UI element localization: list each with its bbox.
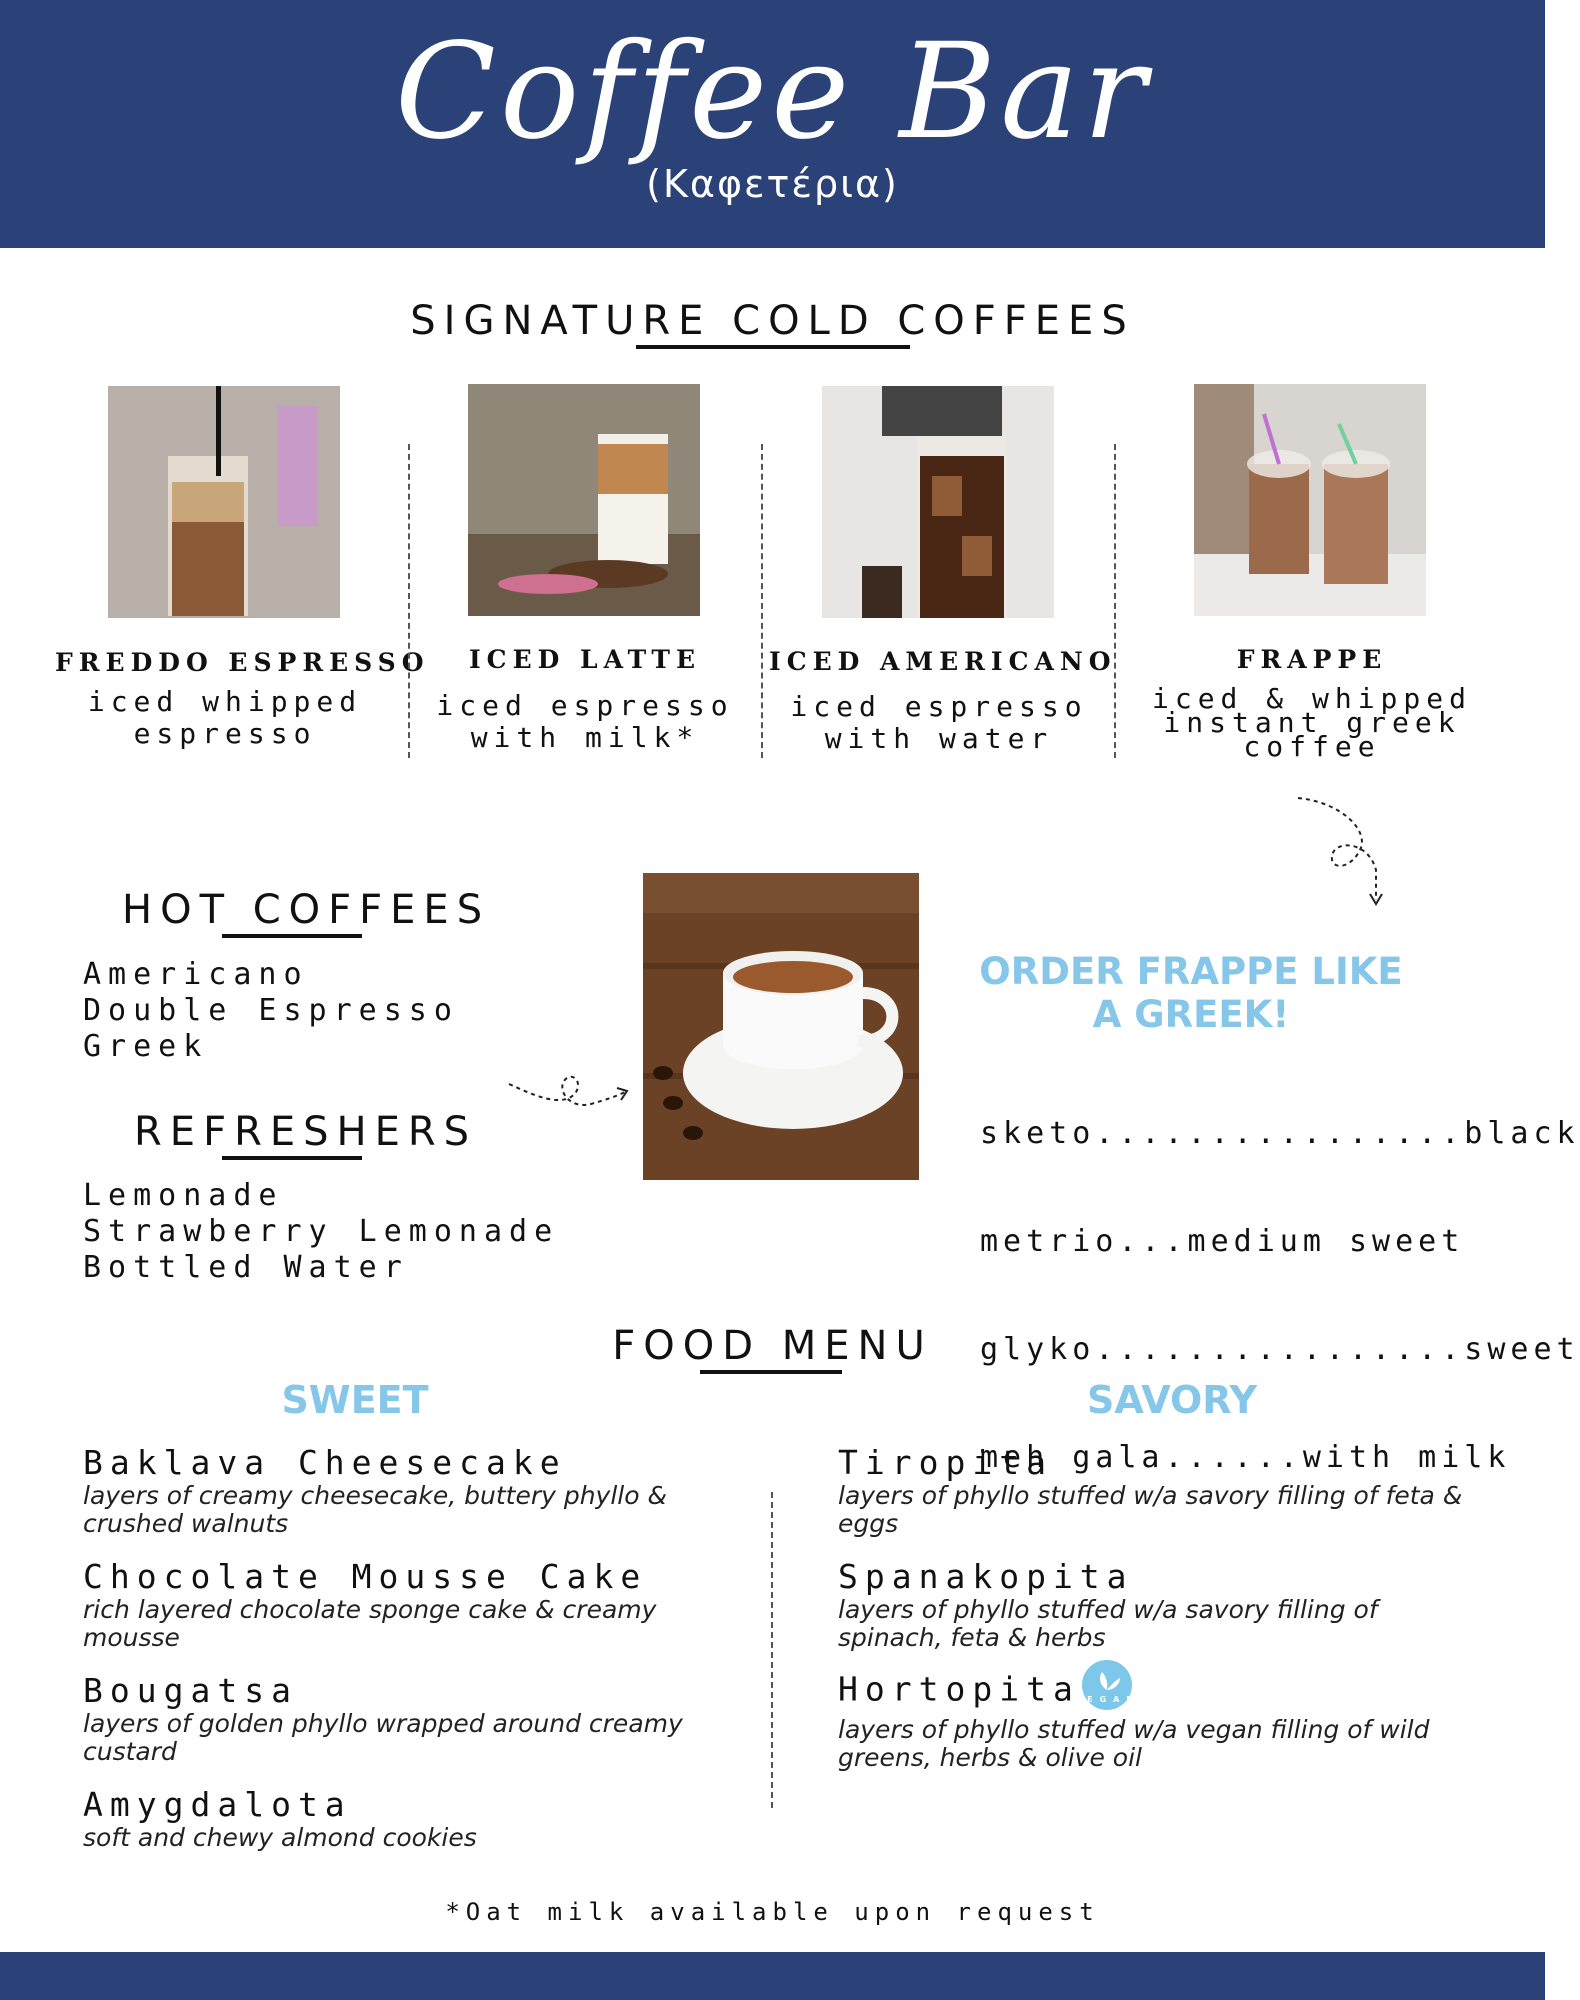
frappe-order-list [980, 1044, 1580, 1512]
food-name: Amygdalota [83, 1785, 352, 1824]
food-divider [771, 1492, 773, 1808]
food-desc: layers of creamy cheesecake, buttery phyllo & crushed walnuts [83, 1481, 667, 1538]
food-name: Spanakopita [838, 1557, 1134, 1596]
drink-desc-frappe: iced & whipped instant greek coffee [1151, 682, 1472, 763]
drink-desc-iced-latte: iced espresso with milk* [436, 689, 734, 754]
list-item: Bottled Water [83, 1250, 409, 1285]
food-name: Tiropita [838, 1443, 1053, 1482]
page-subtitle: (Καφετέρια) [646, 162, 899, 206]
vegan-badge-label: VEGAN [1073, 1695, 1140, 1704]
list-item: sketo................black [980, 1116, 1580, 1151]
drink-name-iced-americano: ICED AMERICANO [769, 647, 1117, 676]
header-banner [0, 0, 1545, 248]
drink-desc-freddo: iced whipped espresso [87, 685, 363, 750]
divider-2 [761, 444, 763, 758]
food-item-tiropita [838, 1444, 1518, 1538]
savory-heading: SAVORY [1087, 1378, 1257, 1422]
iced-americano-photo [822, 386, 1054, 618]
food-menu-underline [700, 1370, 842, 1374]
footer-banner [0, 1952, 1545, 2000]
list-item: metrio...medium sweet [980, 1224, 1465, 1259]
divider-3 [1114, 444, 1116, 758]
list-item: Greek [83, 1029, 209, 1064]
espresso-cup-photo [643, 873, 919, 1180]
drink-desc-iced-americano: iced espresso with water [790, 690, 1088, 755]
list-item: glyko................sweet [980, 1332, 1580, 1367]
frappe-photo [1194, 384, 1426, 616]
list-item: Strawberry Lemonade [83, 1214, 560, 1249]
sweet-heading: SWEET [281, 1378, 429, 1422]
drink-name-freddo: FREDDO ESPRESSO [55, 648, 430, 677]
hot-coffees-underline [222, 934, 362, 938]
list-item: Double Espresso [83, 993, 459, 1028]
food-name: Baklava Cheesecake [83, 1443, 567, 1482]
food-name: Hortopita [838, 1669, 1080, 1709]
hot-coffees-title: HOT COFFEES [122, 887, 491, 933]
food-desc: soft and chewy almond cookies [83, 1823, 477, 1852]
food-desc: rich layered chocolate sponge cake & creamy mousse [83, 1595, 657, 1652]
frappe-order-title-line2: A GREEK! [1092, 993, 1290, 1036]
page-title: Coffee Bar [394, 15, 1151, 169]
food-desc: layers of phyllo stuffed w/a savory filling of spinach, feta & herbs [838, 1595, 1378, 1652]
food-menu-title: FOOD MENU [612, 1323, 933, 1369]
vegan-badge-icon [1073, 1660, 1140, 1710]
signature-title-underline [636, 345, 910, 349]
food-name-row [838, 1666, 1518, 1716]
food-item-hortopita [838, 1666, 1518, 1772]
list-item: Americano [83, 957, 309, 992]
refreshers-list [83, 1178, 559, 1286]
food-item-chocolate-mousse-cake [83, 1558, 763, 1652]
food-item-baklava-cheesecake [83, 1444, 763, 1538]
food-item-spanakopita [838, 1558, 1518, 1652]
refreshers-title: REFRESHERS [134, 1109, 478, 1155]
signature-section-title: SIGNATURE COLD COFFEES [410, 298, 1135, 344]
iced-latte-photo [468, 384, 700, 616]
food-desc: layers of golden phyllo wrapped around creamy custard [83, 1709, 683, 1766]
food-item-bougatsa [83, 1672, 763, 1766]
freddo-espresso-photo [108, 386, 340, 618]
food-desc: layers of phyllo stuffed w/a vegan filling of wild greens, herbs & olive oil [838, 1715, 1430, 1772]
food-item-amygdalota [83, 1786, 763, 1852]
refreshers-underline [222, 1156, 362, 1160]
oat-milk-note: *Oat milk available upon request [445, 1898, 1100, 1926]
hot-coffees-list [83, 957, 459, 1065]
list-item: meh gala......with milk [980, 1440, 1511, 1475]
food-name: Chocolate Mousse Cake [83, 1557, 648, 1596]
curly-arrow-icon [505, 1066, 635, 1126]
food-desc: layers of phyllo stuffed w/a savory filling of feta & eggs [838, 1481, 1463, 1538]
frappe-order-title-line1: ORDER FRAPPE LIKE [979, 950, 1403, 993]
food-name: Bougatsa [83, 1671, 298, 1710]
drink-name-frappe: FRAPPE [1236, 645, 1388, 674]
drink-name-iced-latte: ICED LATTE [468, 645, 701, 674]
divider-1 [408, 444, 410, 758]
list-item: Lemonade [83, 1178, 284, 1213]
curly-arrow-icon [1290, 790, 1390, 910]
